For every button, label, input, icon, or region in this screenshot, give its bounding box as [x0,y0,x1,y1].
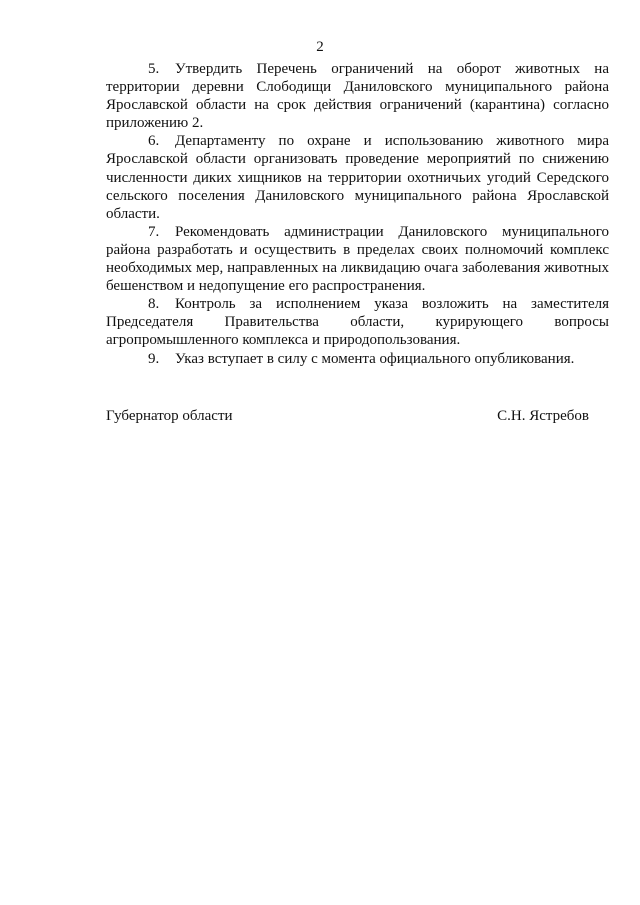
paragraph-number: 7. [148,223,160,240]
paragraph-text: Утвердить Перечень ограничений на оборот животных на территории деревни Слободищи Даниловского муниципального района Ярославской области на срок действия ограничений (карантина) согласно приложению 2. [106,61,609,132]
document-body [106,60,609,368]
paragraph-number: 5. [148,61,160,77]
paragraph-9 [106,350,609,368]
paragraph-7 [106,223,609,295]
paragraph-text: Контроль за исполнением указа возложить на заместителя Председателя Правительства области, курирующего вопросы агропромышленного комплекса и природопользования. [106,296,609,349]
signatory-name: С.Н. Ястребов [497,408,589,424]
paragraph-number: 9. [148,350,160,367]
paragraph-6 [106,132,609,222]
signature-block [106,407,589,425]
paragraph-number: 6. [148,133,160,150]
page-number: 2 [316,39,324,55]
paragraph-text: Рекомендовать администрации Даниловского муниципального района разработать и осуществить в пределах своих полномочий комплекс необходимых мер, направленных на ликвидацию очага заболевания животных бешенством и недопущение его распространения. [106,223,609,295]
paragraph-text: Департаменту по охране и использованию животного мира Ярославской области организовать проведение мероприятий по снижению численности диких хищников на территории охотничьих угодий Середского сельского поселения Даниловского муниципального района Ярославской области. [106,133,609,222]
paragraph-number: 8. [148,296,160,313]
signatory-position: Губернатор области [106,408,233,424]
paragraph-5 [106,60,609,132]
paragraph-8 [106,295,609,349]
paragraph-text: Указ вступает в силу с момента официального опубликования. [175,350,575,367]
